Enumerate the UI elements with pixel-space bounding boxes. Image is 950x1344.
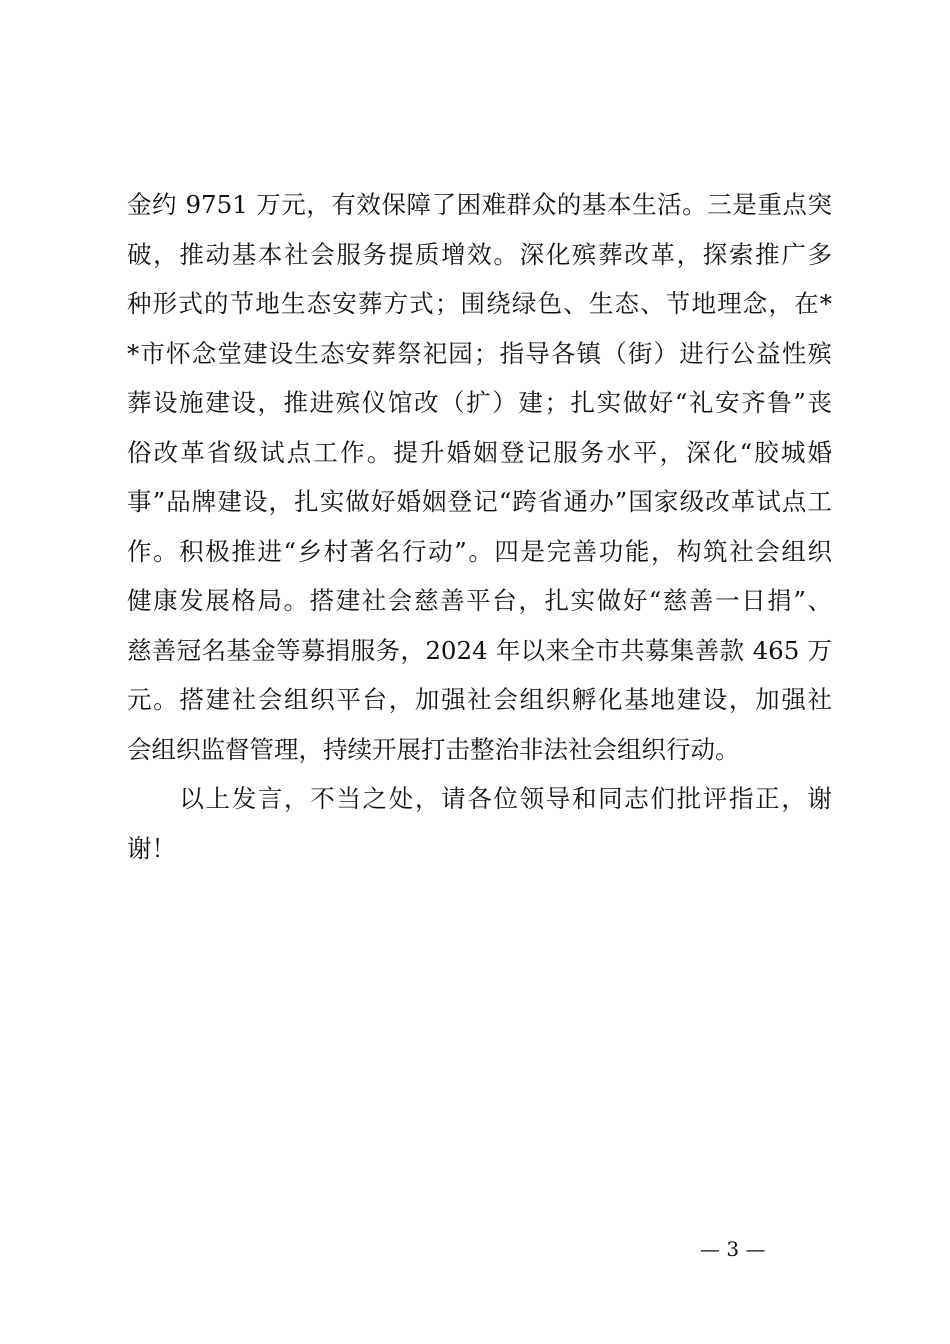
paragraph-line: *市怀念堂建设生态安葬祭祀园；指导各镇（街）进行公益性殡 xyxy=(127,338,832,368)
paragraph-line: 会组织监督管理，持续开展打击整治非法社会组织行动。 xyxy=(127,734,740,764)
paragraph-line: 俗改革省级试点工作。提升婚姻登记服务水平，深化“胶城婚 xyxy=(127,437,832,467)
paragraph-line: 破，推动基本社会服务提质增效。深化殡葬改革，探索推广多 xyxy=(127,239,832,269)
paragraph-line: 事”品牌建设，扎实做好婚姻登记“跨省通办”国家级改革试点工 xyxy=(127,487,832,516)
paragraph-line: 金约 9751 万元，有效保障了困难群众的基本生活。三是重点突 xyxy=(127,190,832,219)
paragraph-line: 谢！ xyxy=(127,833,176,863)
paragraph-line: 种形式的节地生态安葬方式；围绕绿色、生态、节地理念，在* xyxy=(127,289,832,318)
page-number: — 3 — xyxy=(700,1237,766,1261)
body-text xyxy=(127,180,832,873)
paragraph-line: 健康发展格局。搭建社会慈善平台，扎实做好“慈善一日捐”、 xyxy=(127,586,832,615)
paragraph-line: 葬设施建设，推进殡仪馆改（扩）建；扎实做好“礼安齐鲁”丧 xyxy=(127,388,832,417)
paragraph-line: 慈善冠名基金等募捐服务，2024 年以来全市共募集善款 465 万 xyxy=(127,635,832,665)
paragraph-line: 以上发言，不当之处，请各位领导和同志们批评指正，谢 xyxy=(127,784,832,813)
paragraph-line: 作。积极推进“乡村著名行动”。四是完善功能，构筑社会组织 xyxy=(127,536,832,566)
paragraph-1 xyxy=(127,180,832,774)
paragraph-line: 元。搭建社会组织平台，加强社会组织孵化基地建设，加强社 xyxy=(127,685,832,714)
paragraph-2 xyxy=(127,774,832,873)
